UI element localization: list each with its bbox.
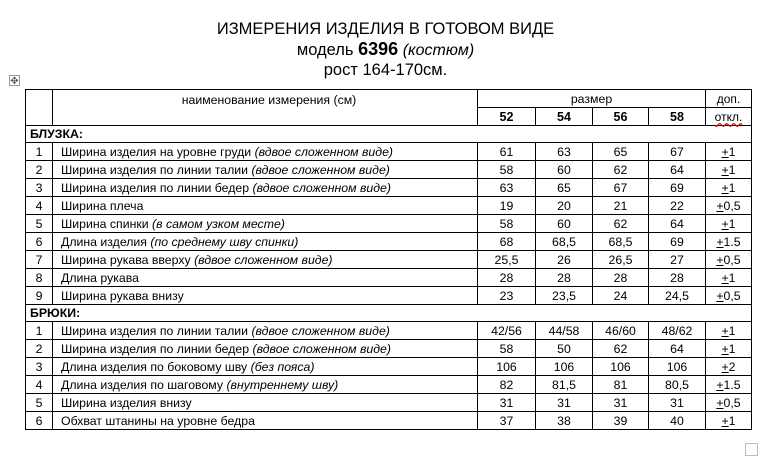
measurement-note: (без пояса) <box>250 359 315 374</box>
table-row <box>26 287 752 305</box>
tolerance-value: +1 <box>721 341 736 356</box>
size-value-56: 21 <box>593 197 649 215</box>
tolerance-cell <box>706 143 752 161</box>
size-value-52: 19 <box>478 197 536 215</box>
measurement-note: (вдвое сложенном виде) <box>252 341 391 356</box>
tolerance-cell <box>706 161 752 179</box>
tolerance-cell <box>706 233 752 251</box>
measurement-name <box>53 197 478 215</box>
table-row <box>26 269 752 287</box>
table-row <box>26 412 752 430</box>
size-value-56: 62 <box>593 340 649 358</box>
size-value-52: 58 <box>478 161 536 179</box>
table-end-marker <box>745 443 758 456</box>
tolerance-cell <box>706 394 752 412</box>
measurement-label: Длина изделия <box>61 234 147 249</box>
model-prefix: модель <box>296 41 354 59</box>
row-number: 1 <box>26 322 53 340</box>
document-title: ИЗМЕРЕНИЯ ИЗДЕЛИЯ В ГОТОВОМ ВИДЕ <box>216 20 555 38</box>
size-value-54: 28 <box>536 269 593 287</box>
measurement-note: (по среднему шву спинки) <box>150 234 299 249</box>
size-value-58: 69 <box>649 179 706 197</box>
table-row <box>26 358 752 376</box>
size-value-54: 44/58 <box>536 322 593 340</box>
size-value-52: 68 <box>478 233 536 251</box>
measurement-name <box>53 376 478 394</box>
size-value-52: 28 <box>478 269 536 287</box>
size-value-56: 62 <box>593 215 649 233</box>
size-value-58: 80,5 <box>649 376 706 394</box>
size-value-58: 67 <box>649 143 706 161</box>
section-row <box>26 126 752 143</box>
tolerance-value: +1.5 <box>716 377 741 392</box>
size-value-58: 69 <box>649 233 706 251</box>
measurement-note: (вдвое сложенном виде) <box>251 323 390 338</box>
size-value-54: 63 <box>536 143 593 161</box>
tolerance-value: +1 <box>721 413 736 428</box>
row-number: 9 <box>26 287 53 305</box>
measurement-note: (вдвое сложенном виде) <box>194 252 333 267</box>
size-value-54: 60 <box>536 215 593 233</box>
header-size: размер <box>478 90 706 108</box>
tolerance-cell <box>706 287 752 305</box>
tolerance-value: +0,5 <box>716 252 741 267</box>
table-row <box>26 215 752 233</box>
size-value-56: 65 <box>593 143 649 161</box>
measurement-name <box>53 215 478 233</box>
plus-minus-sign: + <box>716 288 724 303</box>
measurement-label: Обхват штанины на уровне бедра <box>61 413 255 428</box>
measurement-name <box>53 143 478 161</box>
header-tolerance-1: доп. <box>706 90 752 108</box>
tolerance-cell <box>706 322 752 340</box>
size-value-52: 31 <box>478 394 536 412</box>
size-value-58: 64 <box>649 340 706 358</box>
plus-minus-sign: + <box>721 180 729 195</box>
table-row <box>26 143 752 161</box>
measurement-label: Ширина изделия по линии талии <box>61 323 249 338</box>
measurement-name <box>53 412 478 430</box>
measurement-label: Ширина плеча <box>61 198 144 213</box>
model-type: (костюм) <box>402 42 475 59</box>
size-value-58: 28 <box>649 269 706 287</box>
header-tolerance-2-text: откл. <box>714 109 743 124</box>
measurement-name <box>53 233 478 251</box>
size-value-52: 37 <box>478 412 536 430</box>
tolerance-value: +0,5 <box>716 198 741 213</box>
height-range: рост 164-170см. <box>323 61 448 79</box>
header-tolerance-2 <box>706 108 752 126</box>
size-value-58: 24,5 <box>649 287 706 305</box>
size-value-52: 61 <box>478 143 536 161</box>
plus-minus-sign: + <box>721 359 729 374</box>
size-value-56: 31 <box>593 394 649 412</box>
size-value-54: 31 <box>536 394 593 412</box>
plus-minus-sign: + <box>721 341 729 356</box>
size-value-54: 68,5 <box>536 233 593 251</box>
tolerance-value: +1 <box>721 323 736 338</box>
table-move-handle-icon[interactable]: ✥ <box>10 76 19 87</box>
size-value-52: 42/56 <box>478 322 536 340</box>
model-line <box>0 39 771 61</box>
plus-minus-sign: + <box>716 234 724 249</box>
table-row <box>26 322 752 340</box>
measurement-label: Ширина рукава вверху <box>61 252 191 267</box>
plus-minus-sign: + <box>716 377 724 392</box>
tolerance-cell <box>706 358 752 376</box>
tolerance-cell <box>706 269 752 287</box>
section-title: БРЮКИ: <box>26 305 752 322</box>
size-value-54: 26 <box>536 251 593 269</box>
row-number: 8 <box>26 269 53 287</box>
size-value-54: 23,5 <box>536 287 593 305</box>
size-value-52: 23 <box>478 287 536 305</box>
header-size-52: 52 <box>478 108 536 126</box>
size-value-56: 81 <box>593 376 649 394</box>
table-row <box>26 179 752 197</box>
size-value-58: 40 <box>649 412 706 430</box>
tolerance-cell <box>706 179 752 197</box>
size-value-52: 58 <box>478 215 536 233</box>
row-number: 1 <box>26 143 53 161</box>
size-value-52: 25,5 <box>478 251 536 269</box>
size-value-56: 106 <box>593 358 649 376</box>
row-number: 6 <box>26 412 53 430</box>
measurement-label: Ширина изделия по линии бедер <box>61 341 250 356</box>
row-number: 5 <box>26 215 53 233</box>
header-size-56: 56 <box>593 108 649 126</box>
plus-minus-sign: + <box>721 323 729 338</box>
size-value-54: 65 <box>536 179 593 197</box>
tolerance-value: +1 <box>721 270 736 285</box>
model-number: 6396 <box>358 39 399 59</box>
size-value-56: 24 <box>593 287 649 305</box>
measurement-label: Ширина рукава внизу <box>61 288 184 303</box>
row-number: 2 <box>26 340 53 358</box>
measurement-note: (вдвое сложенном виде) <box>251 162 390 177</box>
tolerance-value: +1.5 <box>716 234 741 249</box>
tolerance-cell <box>706 215 752 233</box>
plus-minus-sign: + <box>721 270 729 285</box>
row-number: 4 <box>26 197 53 215</box>
size-value-52: 82 <box>478 376 536 394</box>
measurement-name <box>53 161 478 179</box>
row-number: 3 <box>26 358 53 376</box>
size-value-56: 67 <box>593 179 649 197</box>
size-value-56: 39 <box>593 412 649 430</box>
measurement-name <box>53 394 478 412</box>
row-number: 2 <box>26 161 53 179</box>
measurement-name <box>53 179 478 197</box>
measurement-note: (вдвое сложенном виде) <box>252 180 391 195</box>
section-title: БЛУЗКА: <box>26 126 752 143</box>
size-value-52: 106 <box>478 358 536 376</box>
measurement-name <box>53 287 478 305</box>
section-row <box>26 305 752 322</box>
measurement-note: (в самом узком месте) <box>152 216 285 231</box>
tolerance-value: +1 <box>721 162 736 177</box>
measurement-label: Ширина изделия по линии бедер <box>61 180 250 195</box>
size-value-58: 106 <box>649 358 706 376</box>
measurement-name <box>53 358 478 376</box>
tolerance-value: +0,5 <box>716 395 741 410</box>
header-size-58: 58 <box>649 108 706 126</box>
size-value-58: 22 <box>649 197 706 215</box>
measurement-label: Ширина изделия внизу <box>61 395 192 410</box>
row-number: 4 <box>26 376 53 394</box>
plus-minus-sign: + <box>721 216 729 231</box>
size-value-54: 106 <box>536 358 593 376</box>
row-number: 3 <box>26 179 53 197</box>
size-value-56: 28 <box>593 269 649 287</box>
size-value-56: 62 <box>593 161 649 179</box>
table-row <box>26 233 752 251</box>
table-row <box>26 161 752 179</box>
row-number: 5 <box>26 394 53 412</box>
size-value-56: 26,5 <box>593 251 649 269</box>
size-value-58: 27 <box>649 251 706 269</box>
plus-minus-sign: + <box>716 395 724 410</box>
table-row <box>26 251 752 269</box>
measurement-label: Длина изделия по шаговому <box>61 377 224 392</box>
plus-minus-sign: + <box>721 413 729 428</box>
table-header-row-1 <box>26 90 752 108</box>
size-value-58: 64 <box>649 215 706 233</box>
size-value-54: 50 <box>536 340 593 358</box>
measurement-name <box>53 340 478 358</box>
size-value-54: 60 <box>536 161 593 179</box>
measurement-label: Ширина изделия по линии талии <box>61 162 249 177</box>
size-value-52: 63 <box>478 179 536 197</box>
size-value-54: 81,5 <box>536 376 593 394</box>
measurement-note: (вдвое сложенном виде) <box>254 144 394 159</box>
plus-minus-sign: + <box>721 144 729 159</box>
tolerance-cell <box>706 376 752 394</box>
tolerance-value: +0,5 <box>716 288 741 303</box>
header-size-54: 54 <box>536 108 593 126</box>
header-measurement-name: наименование измерения (см) <box>53 90 478 126</box>
measurement-label: Ширина изделия на уровне груди <box>61 144 252 159</box>
size-value-56: 68,5 <box>593 233 649 251</box>
size-value-56: 46/60 <box>593 322 649 340</box>
measurement-note: (внутреннему шву) <box>226 377 339 392</box>
tolerance-cell <box>706 197 752 215</box>
table-row <box>26 376 752 394</box>
tolerance-cell <box>706 340 752 358</box>
tolerance-value: +2 <box>721 359 736 374</box>
tolerance-value: +1 <box>721 216 736 231</box>
table-row <box>26 340 752 358</box>
measurement-label: Ширина спинки <box>61 216 149 231</box>
tolerance-cell <box>706 251 752 269</box>
size-value-58: 31 <box>649 394 706 412</box>
size-value-58: 48/62 <box>649 322 706 340</box>
measurements-table <box>25 89 752 430</box>
row-number: 7 <box>26 251 53 269</box>
measurement-name <box>53 269 478 287</box>
plus-minus-sign: + <box>721 162 729 177</box>
tolerance-cell <box>706 412 752 430</box>
plus-minus-sign: + <box>716 252 724 267</box>
measurement-name <box>53 322 478 340</box>
size-value-58: 64 <box>649 161 706 179</box>
table-row <box>26 394 752 412</box>
header-num-cell <box>26 90 53 126</box>
tolerance-value: +1 <box>721 180 736 195</box>
table-row <box>26 197 752 215</box>
size-value-54: 38 <box>536 412 593 430</box>
measurement-label: Длина изделия по боковому шву <box>61 359 248 374</box>
row-number: 6 <box>26 233 53 251</box>
measurement-label: Длина рукава <box>61 270 139 285</box>
size-value-52: 58 <box>478 340 536 358</box>
plus-minus-sign: + <box>716 198 724 213</box>
size-value-54: 20 <box>536 197 593 215</box>
tolerance-value: +1 <box>721 144 736 159</box>
measurement-name <box>53 251 478 269</box>
